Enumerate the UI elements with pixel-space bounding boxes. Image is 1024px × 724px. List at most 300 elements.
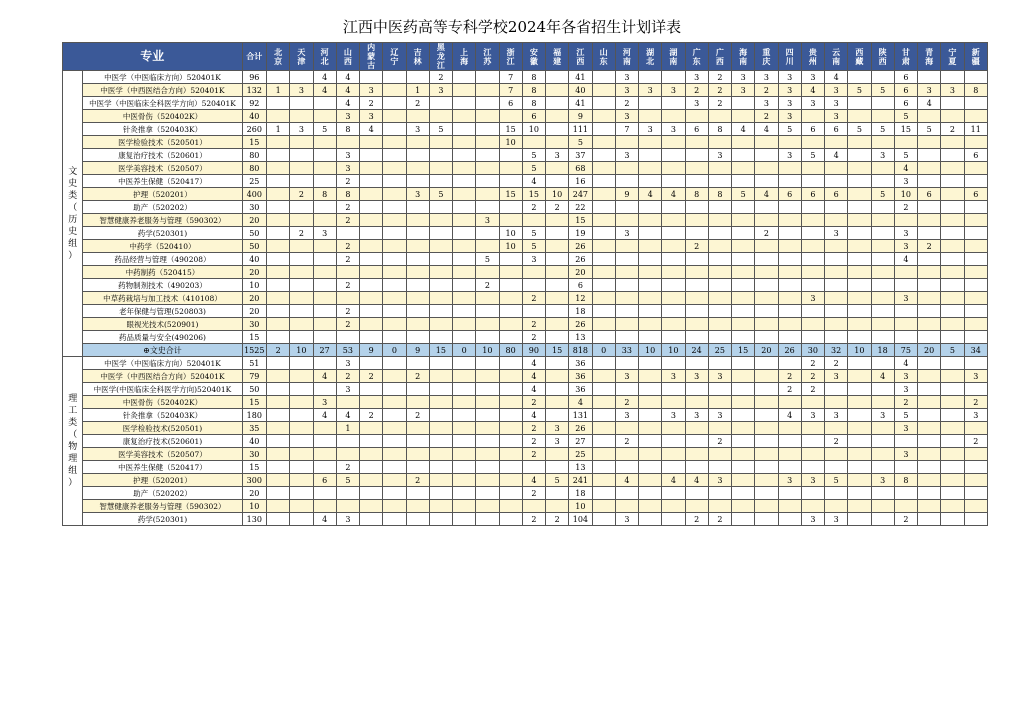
province-cell (453, 162, 476, 175)
province-cell (871, 279, 894, 292)
province-cell (662, 266, 685, 279)
province-cell: 2 (522, 201, 545, 214)
province-cell: 36 (569, 357, 592, 370)
province-cell (360, 513, 383, 526)
province-cell (476, 331, 499, 344)
province-cell (313, 162, 336, 175)
province-cell (918, 331, 941, 344)
province-cell (336, 227, 359, 240)
province-cell (592, 175, 615, 188)
province-cell (662, 305, 685, 318)
province-cell (639, 474, 662, 487)
province-cell (662, 227, 685, 240)
major-name: 中医养生保健（520417） (83, 175, 242, 188)
province-cell (267, 318, 290, 331)
province-cell: 9 (569, 110, 592, 123)
table-header-row (63, 43, 988, 71)
province-cell (662, 357, 685, 370)
province-cell (383, 357, 406, 370)
province-cell (360, 383, 383, 396)
province-cell: 2 (615, 396, 638, 409)
table-row (63, 279, 988, 292)
province-cell: 4 (313, 409, 336, 422)
province-cell (290, 201, 313, 214)
province-cell (871, 396, 894, 409)
major-name: 护理（520201） (83, 474, 242, 487)
province-cell (778, 513, 801, 526)
province-cell (267, 162, 290, 175)
province-cell (639, 461, 662, 474)
row-total: 30 (242, 448, 266, 461)
province-cell (941, 162, 964, 175)
province-cell: 2 (406, 409, 429, 422)
province-cell (406, 461, 429, 474)
major-name: 医学美容技术（520507） (83, 448, 242, 461)
province-cell (429, 422, 452, 435)
province-cell (941, 227, 964, 240)
province-cell (406, 71, 429, 84)
province-cell (290, 513, 313, 526)
province-cell: 4 (313, 84, 336, 97)
province-cell: 8 (336, 188, 359, 201)
province-cell (685, 201, 708, 214)
row-total: 10 (242, 500, 266, 513)
province-cell (406, 214, 429, 227)
province-cell: 2 (522, 487, 545, 500)
subtotal-cell: 15 (429, 344, 452, 357)
province-cell (801, 253, 824, 266)
province-cell (732, 175, 755, 188)
province-cell: 3 (406, 123, 429, 136)
province-cell: 2 (290, 227, 313, 240)
subtotal-cell: 27 (313, 344, 336, 357)
province-cell (685, 435, 708, 448)
province-cell: 5 (476, 253, 499, 266)
province-cell (336, 266, 359, 279)
province-cell: 2 (522, 513, 545, 526)
province-cell: 6 (825, 188, 848, 201)
province-cell (290, 331, 313, 344)
province-cell: 4 (755, 188, 778, 201)
province-cell (313, 305, 336, 318)
province-cell (964, 357, 987, 370)
province-cell (662, 292, 685, 305)
province-cell: 3 (732, 84, 755, 97)
province-cell (662, 435, 685, 448)
header-province: 江 苏 (476, 43, 499, 71)
province-cell (429, 448, 452, 461)
province-cell (546, 383, 569, 396)
province-cell: 3 (406, 188, 429, 201)
province-cell (639, 435, 662, 448)
province-cell (778, 500, 801, 513)
province-cell: 8 (522, 97, 545, 110)
province-cell (778, 331, 801, 344)
province-cell (964, 266, 987, 279)
province-cell (546, 253, 569, 266)
province-cell (290, 214, 313, 227)
province-cell (894, 266, 917, 279)
province-cell (499, 292, 522, 305)
province-cell (313, 136, 336, 149)
province-cell (360, 214, 383, 227)
province-cell (429, 331, 452, 344)
province-cell: 4 (801, 84, 824, 97)
province-cell (871, 110, 894, 123)
province-cell (755, 318, 778, 331)
subtotal-cell: 10 (848, 344, 871, 357)
province-cell (406, 149, 429, 162)
major-name: 医学检验技术(520501) (83, 422, 242, 435)
province-cell (429, 214, 452, 227)
province-cell: 1 (336, 422, 359, 435)
province-cell: 3 (825, 409, 848, 422)
province-cell (615, 279, 638, 292)
province-cell (848, 331, 871, 344)
province-cell (708, 396, 731, 409)
province-cell (941, 500, 964, 513)
province-cell (825, 383, 848, 396)
province-cell: 2 (778, 370, 801, 383)
province-cell (476, 461, 499, 474)
province-cell: 2 (918, 240, 941, 253)
province-cell: 6 (964, 149, 987, 162)
row-total: 15 (242, 461, 266, 474)
province-cell (964, 162, 987, 175)
province-cell (267, 175, 290, 188)
province-cell (639, 136, 662, 149)
province-cell (801, 266, 824, 279)
province-cell: 13 (569, 461, 592, 474)
province-cell (639, 149, 662, 162)
province-cell (778, 136, 801, 149)
province-cell (848, 149, 871, 162)
province-cell (592, 71, 615, 84)
province-cell (360, 253, 383, 266)
header-province: 青 海 (918, 43, 941, 71)
subtotal-cell: 818 (569, 344, 592, 357)
province-cell: 2 (336, 175, 359, 188)
province-cell (476, 266, 499, 279)
province-cell (313, 253, 336, 266)
province-cell (848, 110, 871, 123)
province-cell (801, 448, 824, 461)
province-cell (778, 266, 801, 279)
province-cell (964, 110, 987, 123)
province-cell: 2 (615, 97, 638, 110)
province-cell (894, 318, 917, 331)
province-cell (290, 279, 313, 292)
province-cell: 2 (894, 396, 917, 409)
province-cell (453, 422, 476, 435)
province-cell (476, 474, 499, 487)
province-cell (685, 110, 708, 123)
province-cell (871, 266, 894, 279)
province-cell: 4 (360, 123, 383, 136)
province-cell (453, 253, 476, 266)
province-cell (685, 162, 708, 175)
province-cell (639, 240, 662, 253)
province-cell (941, 396, 964, 409)
province-cell (918, 305, 941, 318)
header-province: 新 疆 (964, 43, 987, 71)
province-cell (755, 435, 778, 448)
province-cell (801, 461, 824, 474)
province-cell (383, 175, 406, 188)
province-cell (429, 500, 452, 513)
province-cell (918, 318, 941, 331)
province-cell (406, 513, 429, 526)
row-total: 20 (242, 266, 266, 279)
province-cell (825, 318, 848, 331)
province-cell (383, 110, 406, 123)
province-cell (615, 383, 638, 396)
major-name: 中药制药（520415） (83, 266, 242, 279)
province-cell (918, 253, 941, 266)
province-cell: 3 (615, 227, 638, 240)
province-cell (429, 435, 452, 448)
province-cell (592, 188, 615, 201)
table-row (63, 266, 988, 279)
province-cell (918, 435, 941, 448)
province-cell (848, 357, 871, 370)
row-total: 25 (242, 175, 266, 188)
province-cell (313, 422, 336, 435)
table-row (63, 123, 988, 136)
province-cell (732, 136, 755, 149)
table-row (63, 474, 988, 487)
province-cell: 2 (546, 201, 569, 214)
province-cell (732, 487, 755, 500)
table-row (63, 136, 988, 149)
province-cell (778, 162, 801, 175)
province-cell (964, 227, 987, 240)
province-cell: 3 (360, 110, 383, 123)
province-cell (383, 84, 406, 97)
table-row (63, 409, 988, 422)
province-cell (871, 201, 894, 214)
province-cell (848, 201, 871, 214)
province-cell: 3 (708, 409, 731, 422)
province-cell: 26 (569, 253, 592, 266)
province-cell (871, 331, 894, 344)
province-cell (894, 435, 917, 448)
province-cell (336, 500, 359, 513)
province-cell (313, 201, 336, 214)
province-cell (592, 97, 615, 110)
table-row (63, 305, 988, 318)
province-cell (825, 396, 848, 409)
province-cell: 3 (941, 84, 964, 97)
province-cell (848, 474, 871, 487)
province-cell (801, 240, 824, 253)
province-cell (383, 201, 406, 214)
province-cell (732, 227, 755, 240)
province-cell: 3 (825, 84, 848, 97)
subtotal-cell: 5 (941, 344, 964, 357)
province-cell: 4 (662, 474, 685, 487)
province-cell (778, 305, 801, 318)
province-cell (429, 318, 452, 331)
province-cell (453, 136, 476, 149)
province-cell (453, 331, 476, 344)
row-total: 92 (242, 97, 266, 110)
province-cell (825, 240, 848, 253)
province-cell: 3 (755, 71, 778, 84)
province-cell (406, 162, 429, 175)
province-cell (522, 279, 545, 292)
province-cell: 8 (522, 71, 545, 84)
province-cell: 3 (825, 370, 848, 383)
province-cell (708, 253, 731, 266)
province-cell (546, 71, 569, 84)
province-cell (313, 97, 336, 110)
table-row (63, 396, 988, 409)
table-row (63, 175, 988, 188)
province-cell (662, 279, 685, 292)
province-cell: 5 (313, 123, 336, 136)
province-cell: 2 (406, 370, 429, 383)
province-cell (918, 370, 941, 383)
province-cell (941, 513, 964, 526)
province-cell: 19 (569, 227, 592, 240)
header-province: 江 西 (569, 43, 592, 71)
province-cell (592, 357, 615, 370)
province-cell (360, 318, 383, 331)
province-cell: 3 (894, 292, 917, 305)
province-cell (499, 383, 522, 396)
row-total: 35 (242, 422, 266, 435)
province-cell (592, 292, 615, 305)
province-cell (825, 292, 848, 305)
province-cell (615, 292, 638, 305)
province-cell (383, 474, 406, 487)
major-name: 药物制剂技术（490203） (83, 279, 242, 292)
province-cell (360, 240, 383, 253)
table-row (63, 331, 988, 344)
province-cell (871, 383, 894, 396)
province-cell: 3 (918, 84, 941, 97)
province-cell (662, 136, 685, 149)
province-cell (453, 97, 476, 110)
province-cell (708, 383, 731, 396)
province-cell: 68 (569, 162, 592, 175)
province-cell: 4 (639, 188, 662, 201)
province-cell (476, 292, 499, 305)
province-cell (639, 279, 662, 292)
province-cell (848, 318, 871, 331)
province-cell (848, 500, 871, 513)
province-cell: 5 (871, 188, 894, 201)
major-name: 医学美容技术（520507） (83, 162, 242, 175)
province-cell (546, 305, 569, 318)
province-cell (290, 71, 313, 84)
province-cell: 10 (894, 188, 917, 201)
province-cell (894, 461, 917, 474)
row-total: 260 (242, 123, 266, 136)
province-cell (453, 214, 476, 227)
province-cell (639, 292, 662, 305)
major-name: 中医学（中西医结合方向）520401K (83, 370, 242, 383)
province-cell (267, 422, 290, 435)
province-cell (406, 201, 429, 214)
province-cell: 3 (429, 84, 452, 97)
major-name: 康复治疗技术(520601) (83, 435, 242, 448)
province-cell: 2 (522, 318, 545, 331)
province-cell (615, 305, 638, 318)
province-cell (778, 253, 801, 266)
province-cell: 2 (336, 461, 359, 474)
header-province: 海 南 (732, 43, 755, 71)
province-cell (592, 370, 615, 383)
province-cell (732, 370, 755, 383)
province-cell: 3 (801, 71, 824, 84)
province-cell (290, 175, 313, 188)
province-cell: 3 (685, 97, 708, 110)
province-cell: 18 (569, 487, 592, 500)
table-row (63, 318, 988, 331)
province-cell (848, 253, 871, 266)
province-cell: 15 (894, 123, 917, 136)
province-cell (941, 175, 964, 188)
province-cell (546, 266, 569, 279)
province-cell (383, 422, 406, 435)
province-cell (801, 110, 824, 123)
province-cell (825, 422, 848, 435)
province-cell (639, 409, 662, 422)
province-cell: 3 (755, 97, 778, 110)
province-cell: 2 (894, 201, 917, 214)
province-cell (546, 487, 569, 500)
province-cell (941, 97, 964, 110)
province-cell (360, 461, 383, 474)
province-cell: 41 (569, 97, 592, 110)
province-cell (871, 71, 894, 84)
province-cell (453, 292, 476, 305)
province-cell: 3 (685, 409, 708, 422)
province-cell (755, 513, 778, 526)
province-cell: 2 (336, 318, 359, 331)
province-cell: 7 (499, 71, 522, 84)
province-cell (453, 201, 476, 214)
header-province: 四 川 (778, 43, 801, 71)
province-cell (755, 136, 778, 149)
province-cell (522, 461, 545, 474)
province-cell (499, 318, 522, 331)
province-cell (592, 253, 615, 266)
province-cell (732, 318, 755, 331)
province-cell: 25 (569, 448, 592, 461)
province-cell (825, 136, 848, 149)
province-cell (964, 448, 987, 461)
province-cell (429, 357, 452, 370)
major-name: 中医学（中医临床全科医学方向）520401K (83, 97, 242, 110)
province-cell (592, 500, 615, 513)
province-cell (453, 188, 476, 201)
province-cell (499, 175, 522, 188)
province-cell: 5 (336, 474, 359, 487)
province-cell (546, 227, 569, 240)
province-cell: 5 (522, 149, 545, 162)
province-cell: 6 (894, 97, 917, 110)
province-cell (685, 175, 708, 188)
province-cell: 3 (871, 409, 894, 422)
province-cell (755, 500, 778, 513)
province-cell (546, 123, 569, 136)
province-cell (639, 500, 662, 513)
province-cell (592, 279, 615, 292)
table-row (63, 97, 988, 110)
